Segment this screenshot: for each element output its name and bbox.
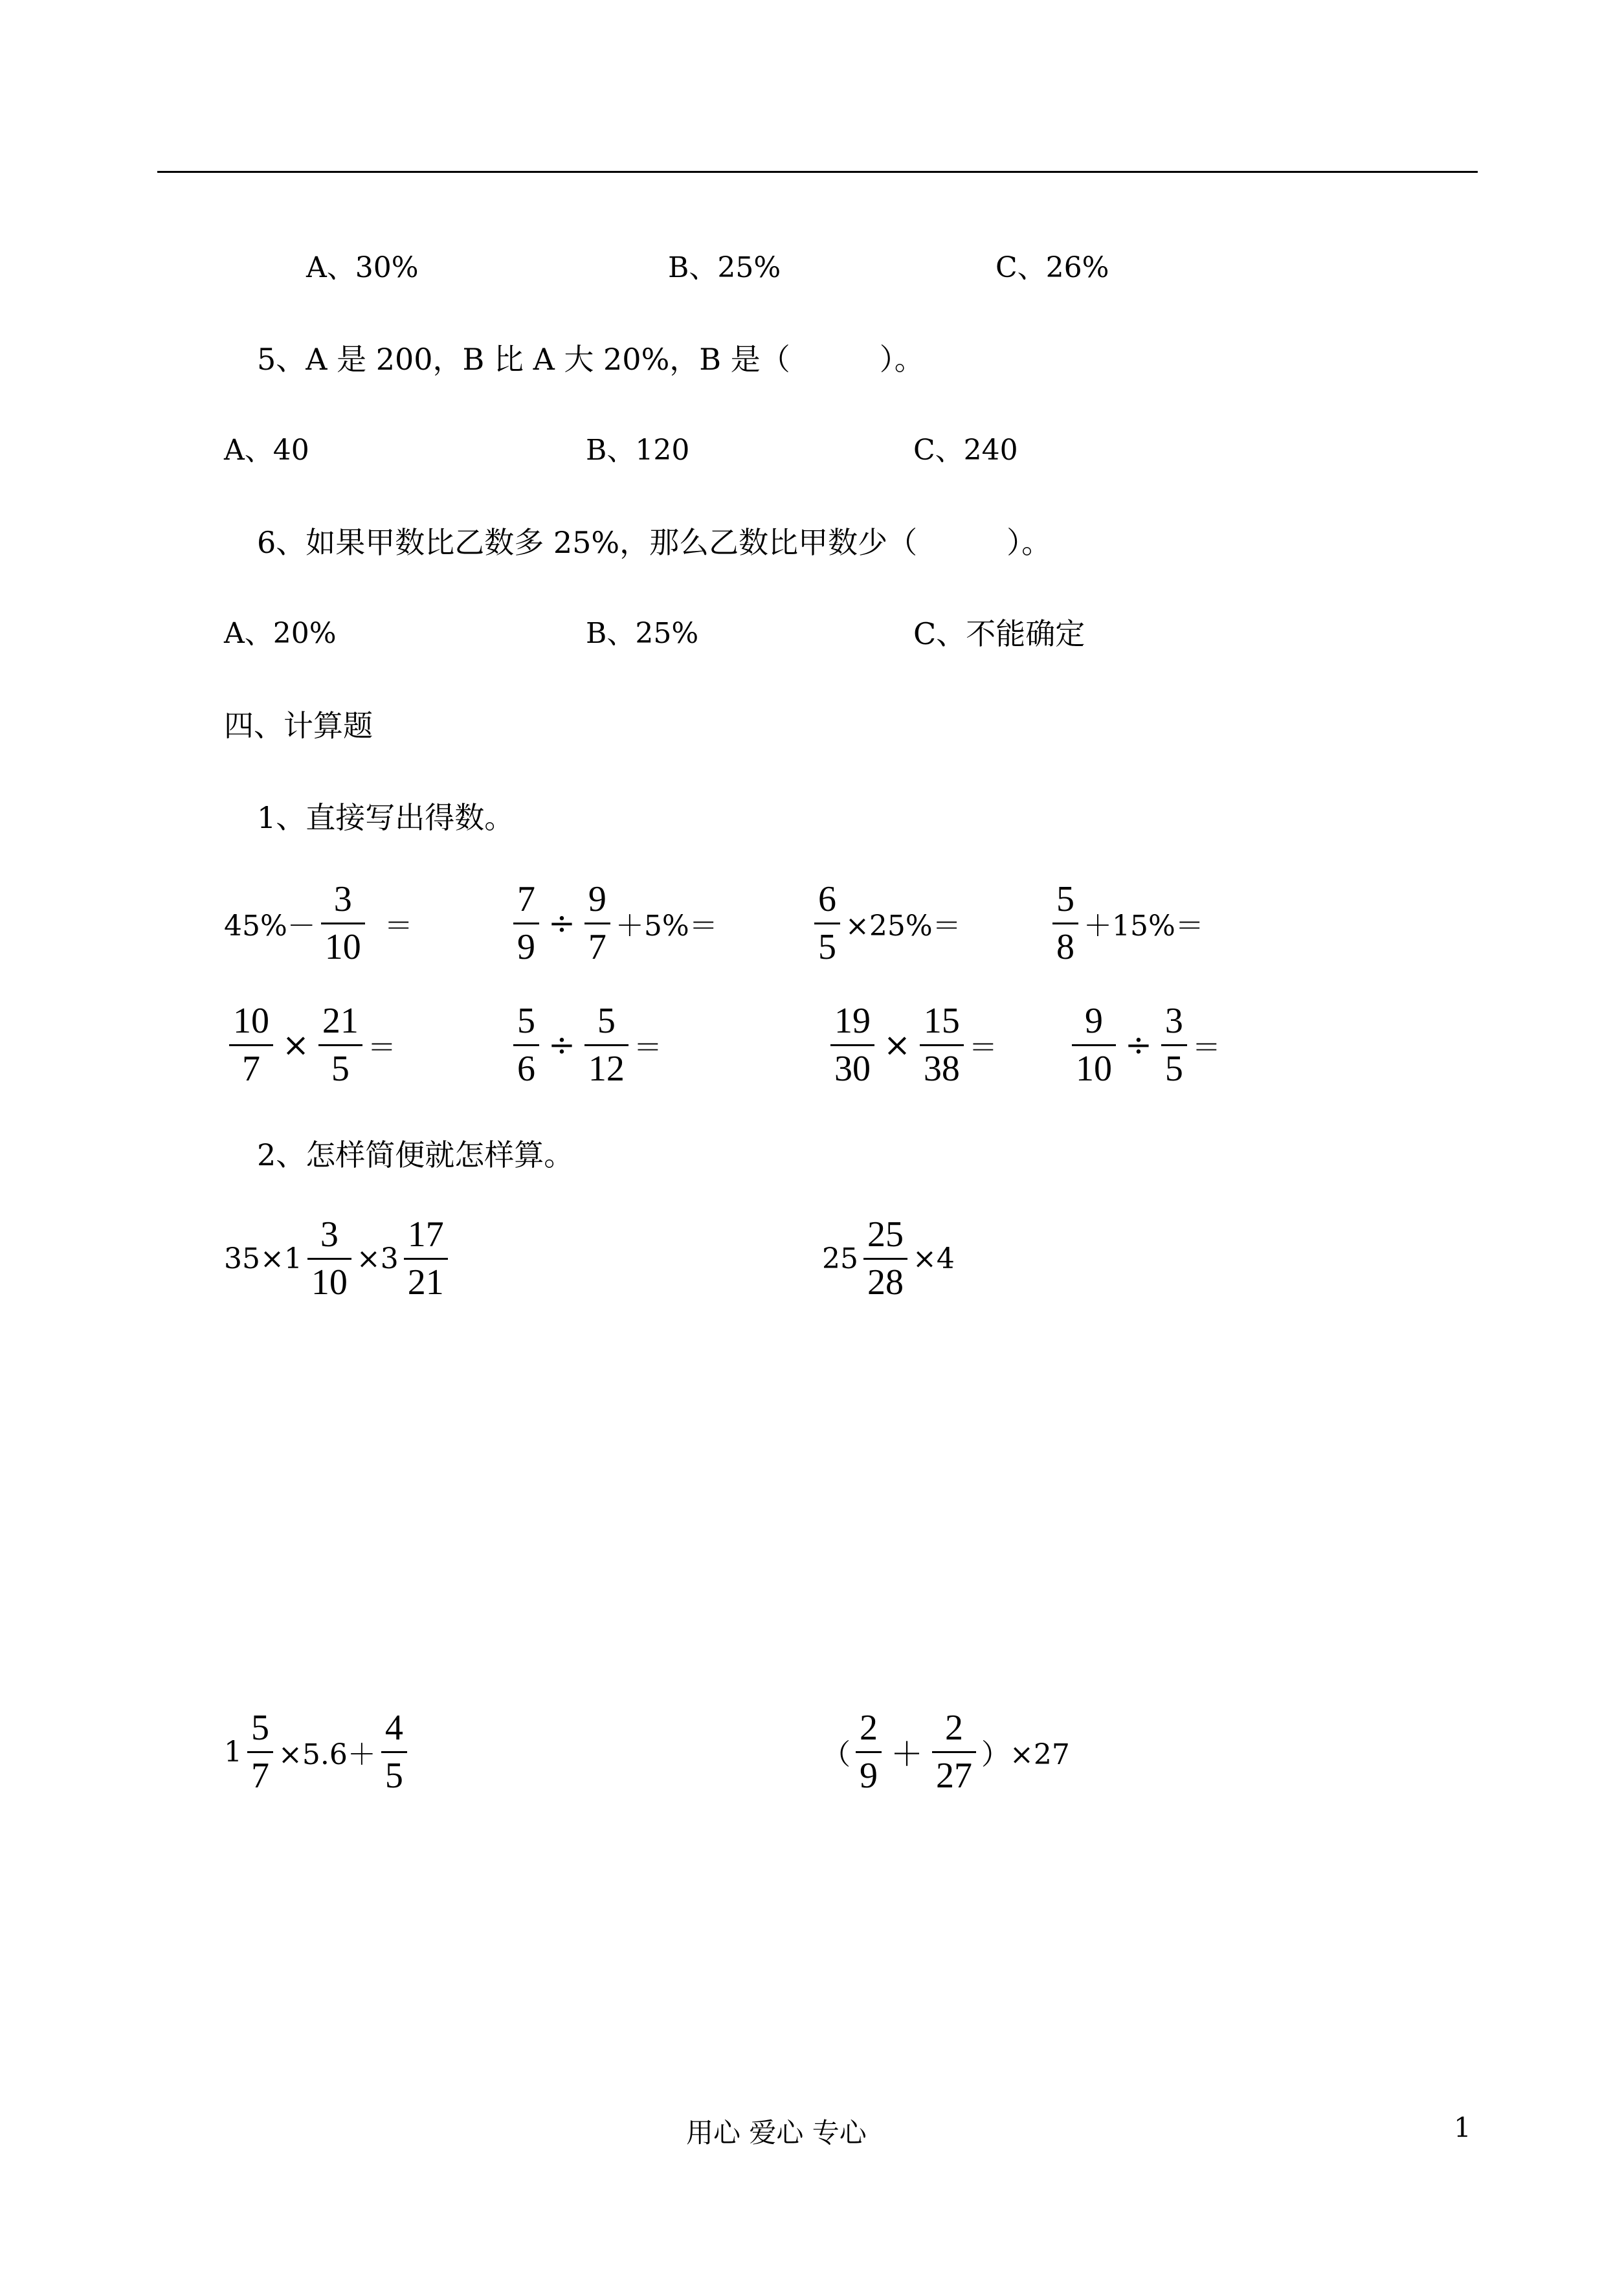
numerator: 9 (588, 879, 606, 919)
expr-text: 35×1 (224, 1242, 302, 1275)
denominator: 7 (588, 926, 606, 967)
q5-option-c: C、240 (913, 434, 1018, 467)
expr-text: ＝ (1192, 1031, 1221, 1065)
denominator: 8 (1056, 926, 1074, 967)
denominator: 28 (867, 1262, 904, 1303)
q4-option-a: A、30% (306, 251, 419, 284)
question-6: 6、如果甲数比乙数多 25%，那么乙数比甲数少（ ）。 (257, 525, 1052, 560)
direct-expr-8 (1067, 1002, 1221, 1088)
footer-text: 用心 爱心 专心 (686, 2117, 867, 2149)
expr-text: ＝ (384, 910, 413, 943)
fraction (856, 1709, 882, 1795)
fraction (863, 1216, 907, 1302)
denominator: 27 (936, 1755, 972, 1796)
numerator: 3 (333, 879, 352, 919)
q6-option-b: B、25% (586, 617, 699, 650)
numerator: 5 (1056, 879, 1074, 919)
expr-text: ×25%＝ (845, 910, 961, 943)
fraction (381, 1709, 407, 1795)
denominator: 9 (517, 926, 535, 967)
fraction (318, 1002, 362, 1088)
denominator: 5 (331, 1048, 350, 1089)
operator: ÷ (548, 1026, 575, 1064)
fraction (513, 880, 539, 967)
fraction (321, 880, 365, 967)
direct-expr-1 (224, 880, 413, 967)
fraction (1052, 880, 1078, 967)
denominator: 7 (251, 1755, 269, 1796)
denominator: 5 (818, 926, 836, 967)
direct-expr-4 (1047, 880, 1204, 967)
numerator: 2 (860, 1708, 878, 1748)
denominator: 30 (834, 1048, 871, 1089)
direct-expr-6 (508, 1002, 662, 1088)
q6-option-a: A、20% (224, 617, 337, 650)
direct-expr-3 (809, 880, 961, 967)
numerator: 9 (1085, 1001, 1103, 1041)
expr-text: 45%－ (224, 910, 316, 943)
fraction (584, 1002, 628, 1088)
question-5: 5、A 是 200，B 比 A 大 20%，B 是（ ）。 (257, 342, 924, 377)
fraction (584, 880, 610, 967)
numerator: 5 (597, 1001, 616, 1041)
numerator: 15 (923, 1001, 960, 1041)
subsection-1-title: 1、直接写出得数。 (257, 800, 515, 835)
denominator: 5 (1164, 1048, 1183, 1089)
simplify-expr-1 (224, 1216, 453, 1302)
fraction (1161, 1002, 1187, 1088)
q4-option-c: C、26% (996, 251, 1109, 284)
expr-text: 1 (224, 1735, 242, 1769)
numerator: 7 (517, 879, 535, 919)
denominator: 10 (1076, 1048, 1112, 1089)
numerator: 25 (867, 1214, 904, 1255)
numerator: 10 (233, 1001, 269, 1041)
direct-expr-7 (825, 1002, 997, 1088)
expr-text: ＝ (633, 1031, 662, 1065)
numerator: 4 (384, 1708, 403, 1748)
numerator: 5 (517, 1001, 535, 1041)
denominator: 12 (588, 1048, 625, 1089)
numerator: 17 (407, 1214, 444, 1255)
expr-text: ×4 (913, 1242, 955, 1275)
denominator: 21 (407, 1262, 444, 1303)
operator: ÷ (548, 904, 575, 943)
simplify-expr-4 (822, 1709, 1070, 1795)
q5-option-b: B、120 (586, 434, 690, 467)
numerator: 3 (320, 1214, 339, 1255)
q4-option-b: B、25% (668, 251, 781, 284)
fraction (920, 1002, 964, 1088)
subsection-2-title: 2、怎样简便就怎样算。 (257, 1137, 574, 1172)
denominator: 6 (517, 1048, 535, 1089)
direct-expr-2 (508, 880, 718, 967)
fraction (513, 1002, 539, 1088)
fraction (247, 1709, 273, 1795)
operator: ＋ (891, 1736, 923, 1774)
expr-text: ＋15%＝ (1084, 910, 1204, 943)
denominator: 9 (860, 1755, 878, 1796)
numerator: 19 (834, 1001, 871, 1041)
numerator: 6 (818, 879, 836, 919)
direct-expr-5 (224, 1002, 396, 1088)
numerator: 21 (322, 1001, 359, 1041)
denominator: 10 (324, 926, 361, 967)
page-number: 1 (1454, 2112, 1471, 2143)
q6-option-c: C、不能确定 (913, 616, 1085, 651)
numerator: 5 (251, 1708, 269, 1748)
q5-option-a: A、40 (224, 434, 309, 467)
expr-text: ＝ (367, 1031, 396, 1065)
operator: × (282, 1026, 309, 1064)
expr-text: ×5.6＋ (278, 1738, 376, 1772)
numerator: 2 (945, 1708, 963, 1748)
fraction (307, 1216, 351, 1302)
simplify-expr-3 (224, 1709, 412, 1795)
header-rule (157, 171, 1478, 173)
simplify-expr-2 (822, 1216, 955, 1302)
operator: ÷ (1125, 1026, 1152, 1064)
denominator: 5 (384, 1755, 403, 1796)
expr-text: ×3 (356, 1242, 399, 1275)
section-title: 四、计算题 (224, 708, 373, 743)
denominator: 10 (311, 1262, 348, 1303)
denominator: 7 (242, 1048, 260, 1089)
denominator: 38 (923, 1048, 960, 1089)
expr-text: ＋5%＝ (615, 910, 718, 943)
fraction (229, 1002, 273, 1088)
operator: × (884, 1026, 911, 1064)
numerator: 3 (1164, 1001, 1183, 1041)
fraction (404, 1216, 448, 1302)
fraction (814, 880, 840, 967)
fraction (830, 1002, 874, 1088)
expr-text: ＝ (968, 1031, 997, 1065)
fraction (1072, 1002, 1116, 1088)
expr-text: ）×27 (981, 1738, 1070, 1772)
expr-text: （ (822, 1738, 851, 1772)
expr-text: 25 (822, 1242, 858, 1275)
fraction (932, 1709, 976, 1795)
